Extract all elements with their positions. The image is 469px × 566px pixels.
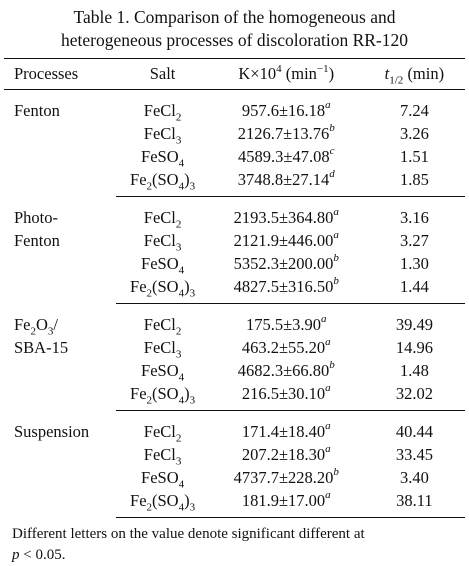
header-k-base: K×10 bbox=[238, 64, 277, 83]
process-line bbox=[14, 313, 116, 336]
salt-cell bbox=[116, 411, 208, 444]
significance-letter: d bbox=[329, 168, 335, 180]
half-life-cell: 1.85 bbox=[364, 168, 465, 197]
half-life-cell: 1.51 bbox=[399, 146, 429, 166]
footnote-p-symbol: p bbox=[12, 547, 20, 563]
process-line: Fenton bbox=[14, 101, 60, 120]
salt-formula-base: FeSO bbox=[141, 467, 179, 487]
results-table bbox=[4, 58, 465, 518]
rate-constant-value: 4589.3±47.08 bbox=[238, 146, 330, 166]
significance-letter: a bbox=[321, 313, 327, 325]
salt-formula-base: FeCl bbox=[143, 123, 176, 143]
header-processes: Processes bbox=[4, 59, 116, 90]
salt-formula-end: ) bbox=[184, 490, 190, 510]
process-line: Fenton bbox=[14, 230, 60, 250]
salt-cell bbox=[116, 229, 208, 252]
salt-cell bbox=[116, 359, 208, 382]
caption-line-2: heterogeneous processes of discoloration RR-120 bbox=[60, 30, 408, 50]
salt-formula-end: ) bbox=[184, 169, 190, 189]
significance-letter: a bbox=[325, 99, 331, 111]
salt-formula-sub: 4 bbox=[178, 500, 185, 513]
salt-formula-sub: 2 bbox=[175, 110, 182, 123]
significance-letter: a bbox=[333, 229, 339, 241]
salt-formula-mid: (SO bbox=[152, 276, 179, 296]
table-row bbox=[4, 197, 465, 230]
salt-cell bbox=[116, 466, 208, 489]
rate-constant-value: 4827.5±316.50 bbox=[233, 276, 334, 296]
salt-cell bbox=[116, 197, 208, 230]
salt-cell bbox=[116, 168, 208, 197]
salt-formula-base: FeSO bbox=[141, 360, 179, 380]
salt-formula-base: FeCl bbox=[143, 207, 176, 227]
half-life-cell: 7.24 bbox=[399, 100, 429, 120]
header-k-unit-open: (min bbox=[281, 64, 317, 83]
header-k-exponent: 4 bbox=[276, 62, 282, 75]
salt-formula-base: FeCl bbox=[143, 337, 176, 357]
significance-letter: a bbox=[333, 206, 339, 218]
significance-letter: a bbox=[325, 336, 331, 348]
salt-cell bbox=[116, 252, 208, 275]
salt-cell bbox=[116, 275, 208, 304]
header-k-unit-close: ) bbox=[328, 64, 335, 83]
salt-formula-sub: 2 bbox=[175, 217, 182, 230]
rate-constant-cell bbox=[209, 229, 364, 252]
salt-formula-sub: 3 bbox=[175, 133, 182, 146]
rate-constant-cell bbox=[209, 466, 364, 489]
significance-letter: b bbox=[333, 252, 339, 264]
rate-constant-value: 171.4±18.40 bbox=[241, 421, 326, 441]
salt-formula-base: FeCl bbox=[143, 314, 176, 334]
salt-formula-base: Fe bbox=[130, 383, 147, 403]
salt-formula-base: FeSO bbox=[141, 253, 179, 273]
half-life-cell: 33.45 bbox=[395, 444, 433, 464]
rate-constant-value: 4682.3±66.80 bbox=[237, 360, 330, 380]
header-t-subscript: 1/2 bbox=[389, 74, 404, 87]
process-cell bbox=[4, 197, 116, 304]
rate-constant-value: 2126.7±13.76 bbox=[237, 123, 330, 143]
salt-formula-base: FeCl bbox=[143, 100, 176, 120]
header-rate-constant bbox=[209, 59, 364, 90]
salt-formula-sub: 2 bbox=[175, 431, 182, 444]
rate-constant-cell bbox=[209, 275, 364, 304]
salt-formula-sub: 3 bbox=[189, 179, 196, 192]
rate-constant-cell bbox=[209, 304, 364, 337]
half-life-cell: 38.11 bbox=[364, 489, 465, 518]
rate-constant-cell bbox=[209, 382, 364, 411]
salt-cell bbox=[116, 122, 208, 145]
process-formula-base: Fe bbox=[14, 314, 31, 334]
table-footnote bbox=[4, 518, 465, 566]
header-t-unit: (min) bbox=[403, 64, 445, 83]
table-row bbox=[4, 304, 465, 337]
salt-formula-sub: 2 bbox=[146, 500, 153, 513]
rate-constant-cell bbox=[209, 359, 364, 382]
process-formula-sub: 3 bbox=[47, 324, 54, 337]
half-life-cell: 39.49 bbox=[395, 314, 433, 334]
caption-line-1: Table 1. Comparison of the homogeneous and bbox=[73, 7, 396, 27]
rate-constant-value: 216.5±30.10 bbox=[241, 383, 326, 403]
rate-constant-value: 2193.5±364.80 bbox=[233, 207, 334, 227]
salt-formula-mid: (SO bbox=[152, 383, 179, 403]
rate-constant-cell bbox=[209, 90, 364, 123]
salt-formula-sub: 3 bbox=[189, 500, 196, 513]
salt-formula-mid: (SO bbox=[152, 490, 179, 510]
salt-formula-sub: 3 bbox=[175, 454, 182, 467]
salt-formula-sub: 3 bbox=[189, 393, 196, 406]
salt-formula-end: ) bbox=[184, 276, 190, 296]
header-k-unit-exponent: −1 bbox=[316, 62, 329, 75]
rate-constant-value: 2121.9±446.00 bbox=[233, 230, 334, 250]
salt-formula-mid: (SO bbox=[152, 169, 179, 189]
half-life-cell: 3.27 bbox=[399, 230, 429, 250]
salt-cell bbox=[116, 304, 208, 337]
half-life-cell: 14.96 bbox=[395, 337, 433, 357]
half-life-cell: 1.48 bbox=[399, 360, 429, 380]
rate-constant-value: 4737.7±228.20 bbox=[233, 467, 334, 487]
significance-letter: a bbox=[325, 489, 331, 501]
process-cell bbox=[4, 411, 116, 518]
salt-formula-base: Fe bbox=[130, 169, 147, 189]
salt-formula-sub: 2 bbox=[175, 324, 182, 337]
salt-formula-sub: 4 bbox=[178, 393, 185, 406]
rate-constant-value: 181.9±17.00 bbox=[241, 490, 326, 510]
rate-constant-cell bbox=[209, 122, 364, 145]
significance-letter: c bbox=[329, 145, 335, 157]
significance-letter: b bbox=[329, 122, 335, 134]
table-row bbox=[4, 411, 465, 444]
salt-formula-base: FeCl bbox=[143, 444, 176, 464]
rate-constant-value: 5352.3±200.00 bbox=[233, 253, 334, 273]
salt-formula-base: Fe bbox=[130, 276, 147, 296]
process-cell bbox=[4, 304, 116, 411]
rate-constant-cell bbox=[209, 411, 364, 444]
rate-constant-cell bbox=[209, 145, 364, 168]
half-life-cell: 3.40 bbox=[399, 467, 429, 487]
significance-letter: a bbox=[325, 443, 331, 455]
footnote-line-1: Different letters on the value denote significant different at bbox=[12, 526, 365, 542]
significance-letter: b bbox=[333, 275, 339, 287]
salt-formula-sub: 4 bbox=[178, 179, 185, 192]
table-caption bbox=[4, 6, 465, 52]
rate-constant-cell bbox=[209, 443, 364, 466]
process-formula-mid: O bbox=[36, 314, 48, 334]
rate-constant-value: 175.5±3.90 bbox=[245, 314, 322, 334]
rate-constant-cell bbox=[209, 252, 364, 275]
significance-letter: b bbox=[333, 466, 339, 478]
footnote-threshold: < 0.05. bbox=[19, 547, 66, 563]
process-line: Photo- bbox=[14, 207, 59, 227]
process-line: Suspension bbox=[14, 421, 90, 441]
header-salt: Salt bbox=[116, 59, 208, 90]
salt-formula-sub: 4 bbox=[178, 286, 185, 299]
salt-formula-sub: 4 bbox=[178, 477, 185, 490]
half-life-cell: 32.02 bbox=[364, 382, 465, 411]
salt-cell bbox=[116, 336, 208, 359]
salt-formula-base: FeSO bbox=[141, 146, 179, 166]
significance-letter: b bbox=[329, 359, 335, 371]
salt-cell bbox=[116, 489, 208, 518]
rate-constant-cell bbox=[209, 168, 364, 197]
header-half-life bbox=[364, 59, 465, 90]
salt-formula-sub: 3 bbox=[175, 347, 182, 360]
header-t-symbol: t bbox=[384, 64, 390, 83]
salt-formula-sub: 3 bbox=[189, 286, 196, 299]
salt-formula-sub: 3 bbox=[175, 240, 182, 253]
salt-cell bbox=[116, 382, 208, 411]
significance-letter: a bbox=[325, 382, 331, 394]
salt-formula-base: FeCl bbox=[143, 421, 176, 441]
rate-constant-value: 207.2±18.30 bbox=[241, 444, 326, 464]
salt-formula-sub: 2 bbox=[146, 286, 153, 299]
rate-constant-value: 463.2±55.20 bbox=[241, 337, 326, 357]
rate-constant-value: 957.6±16.18 bbox=[241, 100, 326, 120]
half-life-cell: 40.44 bbox=[395, 421, 433, 441]
salt-formula-sub: 4 bbox=[178, 370, 185, 383]
table-header-row bbox=[4, 59, 465, 90]
half-life-cell: 1.44 bbox=[364, 275, 465, 304]
half-life-cell: 3.26 bbox=[399, 123, 429, 143]
rate-constant-value: 3748.8±27.14 bbox=[237, 169, 330, 189]
half-life-cell: 1.30 bbox=[399, 253, 429, 273]
salt-formula-base: FeCl bbox=[143, 230, 176, 250]
salt-cell bbox=[116, 145, 208, 168]
process-formula-sub: 2 bbox=[30, 324, 36, 337]
salt-formula-sub: 2 bbox=[146, 393, 153, 406]
salt-formula-sub: 4 bbox=[178, 263, 185, 276]
process-formula-end: / bbox=[53, 314, 59, 334]
rate-constant-cell bbox=[209, 336, 364, 359]
salt-cell bbox=[116, 443, 208, 466]
table-row bbox=[4, 90, 465, 123]
half-life-cell: 3.16 bbox=[399, 207, 429, 227]
salt-cell bbox=[116, 90, 208, 123]
footnote-line-2 bbox=[12, 545, 465, 566]
rate-constant-cell bbox=[209, 197, 364, 230]
rate-constant-cell bbox=[209, 489, 364, 518]
salt-formula-sub: 2 bbox=[146, 179, 153, 192]
salt-formula-end: ) bbox=[184, 383, 190, 403]
salt-formula-sub: 4 bbox=[178, 156, 185, 169]
significance-letter: a bbox=[325, 420, 331, 432]
process-cell bbox=[4, 90, 116, 197]
table-body bbox=[4, 90, 465, 518]
salt-formula-base: Fe bbox=[130, 490, 147, 510]
process-line: SBA-15 bbox=[14, 337, 69, 357]
